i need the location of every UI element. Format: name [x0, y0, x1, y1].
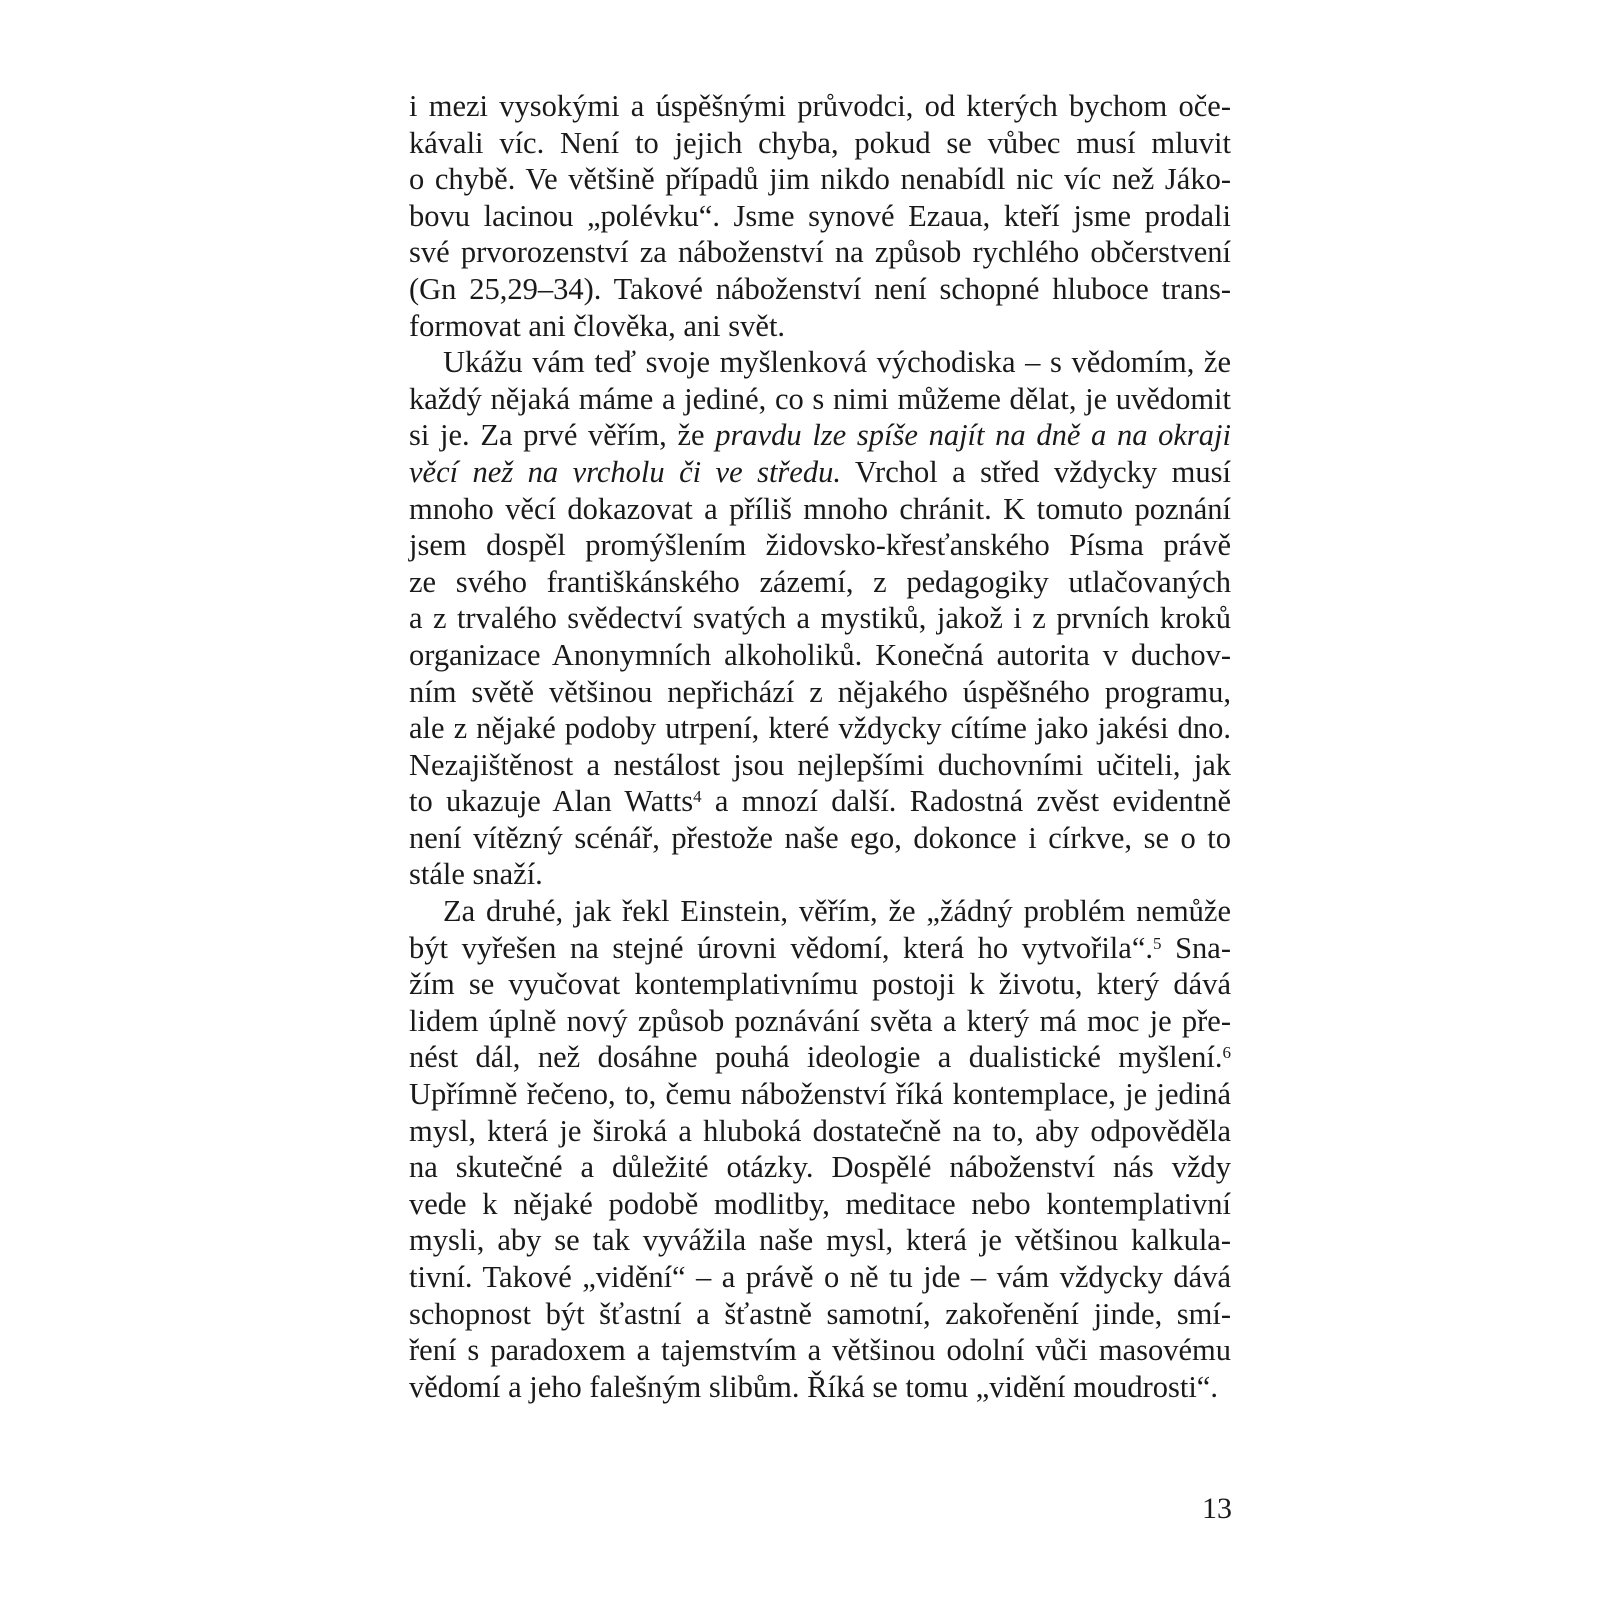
text-span: (Gn 25,29–34). Takové náboženství není schopné hluboce trans-	[409, 271, 1231, 306]
italic-span: pravdu lze spíše najít na dně a na okraji	[715, 418, 1232, 453]
body-text	[409, 88, 1231, 1405]
text-line	[409, 820, 1231, 857]
footnote-ref: 4	[693, 787, 702, 807]
text-line	[409, 747, 1231, 784]
text-span: a mnozí další. Radostná zvěst evidentně	[701, 784, 1231, 819]
text-span: vědomí a jeho falešným slibům. Říká se tomu „vidění moudrosti“.	[409, 1369, 1218, 1404]
paragraph	[409, 893, 1231, 1405]
text-span: mnoho věcí dokazovat a příliš mnoho chránit. K tomuto poznání	[409, 491, 1231, 526]
text-line	[409, 674, 1231, 711]
text-span: formovat ani člověka, ani svět.	[409, 308, 786, 343]
text-line	[409, 1186, 1231, 1223]
text-line	[409, 1332, 1231, 1369]
text-span: ze svého františkánského zázemí, z pedagogiky utlačovaných	[409, 564, 1231, 599]
text-span: bovu lacinou „polévku“. Jsme synové Ezaua, kteří jsme prodali	[409, 198, 1231, 233]
text-line	[409, 454, 1231, 491]
text-span: kávali víc. Není to jejich chyba, pokud se vůbec musí mluvit	[409, 125, 1231, 160]
text-line	[409, 88, 1231, 125]
text-line	[409, 234, 1231, 271]
text-span: ale z nějaké podoby utrpení, které vždycky cítíme jako jakési dno.	[409, 711, 1231, 746]
footnote-ref: 6	[1222, 1043, 1231, 1063]
text-span: na skutečné a důležité otázky. Dospělé náboženství nás vždy	[409, 1150, 1231, 1185]
text-span: lidem úplně nový způsob poznávání světa a který má moc je pře-	[409, 1003, 1231, 1038]
text-line	[409, 527, 1231, 564]
text-span: ření s paradoxem a tajemstvím a většinou odolní vůči masovému	[409, 1333, 1231, 1368]
text-line	[409, 600, 1231, 637]
text-span: organizace Anonymních alkoholiků. Konečná autorita v duchov-	[409, 637, 1231, 672]
text-span: Sna-	[1161, 930, 1231, 965]
text-line	[409, 1113, 1231, 1150]
text-span: to ukazuje Alan Watts	[409, 784, 694, 819]
text-line	[409, 381, 1231, 418]
text-line	[409, 783, 1231, 820]
paragraph	[409, 88, 1231, 344]
text-line	[409, 966, 1231, 1003]
text-line	[409, 1222, 1231, 1259]
text-span: o chybě. Ve většině případů jim nikdo nenabídl nic víc než Jáko-	[409, 162, 1231, 197]
text-span: tivní. Takové „vidění“ – a právě o ně tu jde – vám vždycky dává	[409, 1260, 1231, 1294]
text-line	[409, 271, 1231, 308]
text-span: své prvorozenství za náboženství na způsob rychlého občerstvení	[409, 235, 1231, 270]
text-line	[409, 710, 1231, 747]
text-line	[409, 1259, 1231, 1296]
text-span: vede k nějaké podobě modlitby, meditace nebo kontemplativní	[409, 1186, 1231, 1221]
text-span: není vítězný scénář, přestože naše ego, dokonce i církve, se o to	[409, 820, 1231, 855]
text-line	[409, 1369, 1231, 1406]
text-line	[409, 417, 1231, 454]
italic-span: věcí než na vrcholu či ve středu.	[409, 454, 841, 489]
text-span: Ukážu vám teď svoje myšlenková východiska – s vědomím, že	[443, 345, 1231, 380]
text-line	[409, 893, 1231, 930]
text-span: i mezi vysokými a úspěšnými průvodci, od kterých bychom oče-	[409, 89, 1231, 123]
text-span: ním světě většinou nepřichází z nějakého úspěšného programu,	[409, 674, 1231, 709]
text-line	[409, 1149, 1231, 1186]
page-number: 13	[1202, 1492, 1232, 1525]
text-line	[409, 491, 1231, 528]
text-line	[409, 161, 1231, 198]
text-span: Vrchol a střed vždycky musí	[840, 454, 1231, 489]
text-span: schopnost být šťastní a šťastně samotní, zakořenění jinde, smí-	[409, 1296, 1231, 1331]
text-span: Za druhé, jak řekl Einstein, věřím, že „žádný problém nemůže	[443, 894, 1231, 929]
text-line	[409, 856, 1231, 893]
text-line	[409, 198, 1231, 235]
text-span: nést dál, než dosáhne pouhá ideologie a dualistické myšlení.	[409, 1040, 1223, 1075]
footnote-ref: 5	[1152, 933, 1162, 953]
text-span: žím se vyučovat kontemplativnímu postoji k životu, který dává	[409, 967, 1231, 1002]
text-line	[409, 564, 1231, 601]
text-span: stále snaží.	[409, 857, 543, 892]
text-span: jsem dospěl promýšlením židovsko-křesťanského Písma právě	[409, 528, 1231, 563]
text-span: Nezajištěnost a nestálost jsou nejlepšími duchovními učiteli, jak	[409, 747, 1231, 782]
text-span: být vyřešen na stejné úrovni vědomí, která ho vytvořila“.	[409, 930, 1153, 965]
text-line	[409, 344, 1231, 381]
text-span: a z trvalého svědectví svatých a mystiků, jakož i z prvních kroků	[409, 601, 1231, 636]
text-line	[409, 1039, 1231, 1076]
text-span: mysli, aby se tak vyvážila naše mysl, která je většinou kalkula-	[409, 1223, 1231, 1258]
text-line	[409, 1003, 1231, 1040]
text-line	[409, 125, 1231, 162]
text-span: si je. Za prvé věřím, že	[409, 418, 716, 453]
text-line	[409, 1296, 1231, 1333]
paragraph	[409, 344, 1231, 893]
text-line	[409, 1076, 1231, 1113]
text-span: každý nějaká máme a jediné, co s nimi můžeme dělat, je uvědomit	[409, 381, 1231, 416]
text-line	[409, 637, 1231, 674]
text-span: mysl, která je široká a hluboká dostatečně na to, aby odpověděla	[409, 1113, 1231, 1148]
text-span: Upřímně řečeno, to, čemu náboženství říká kontemplace, je jediná	[409, 1077, 1231, 1112]
text-line	[409, 308, 1231, 345]
text-line	[409, 930, 1231, 967]
